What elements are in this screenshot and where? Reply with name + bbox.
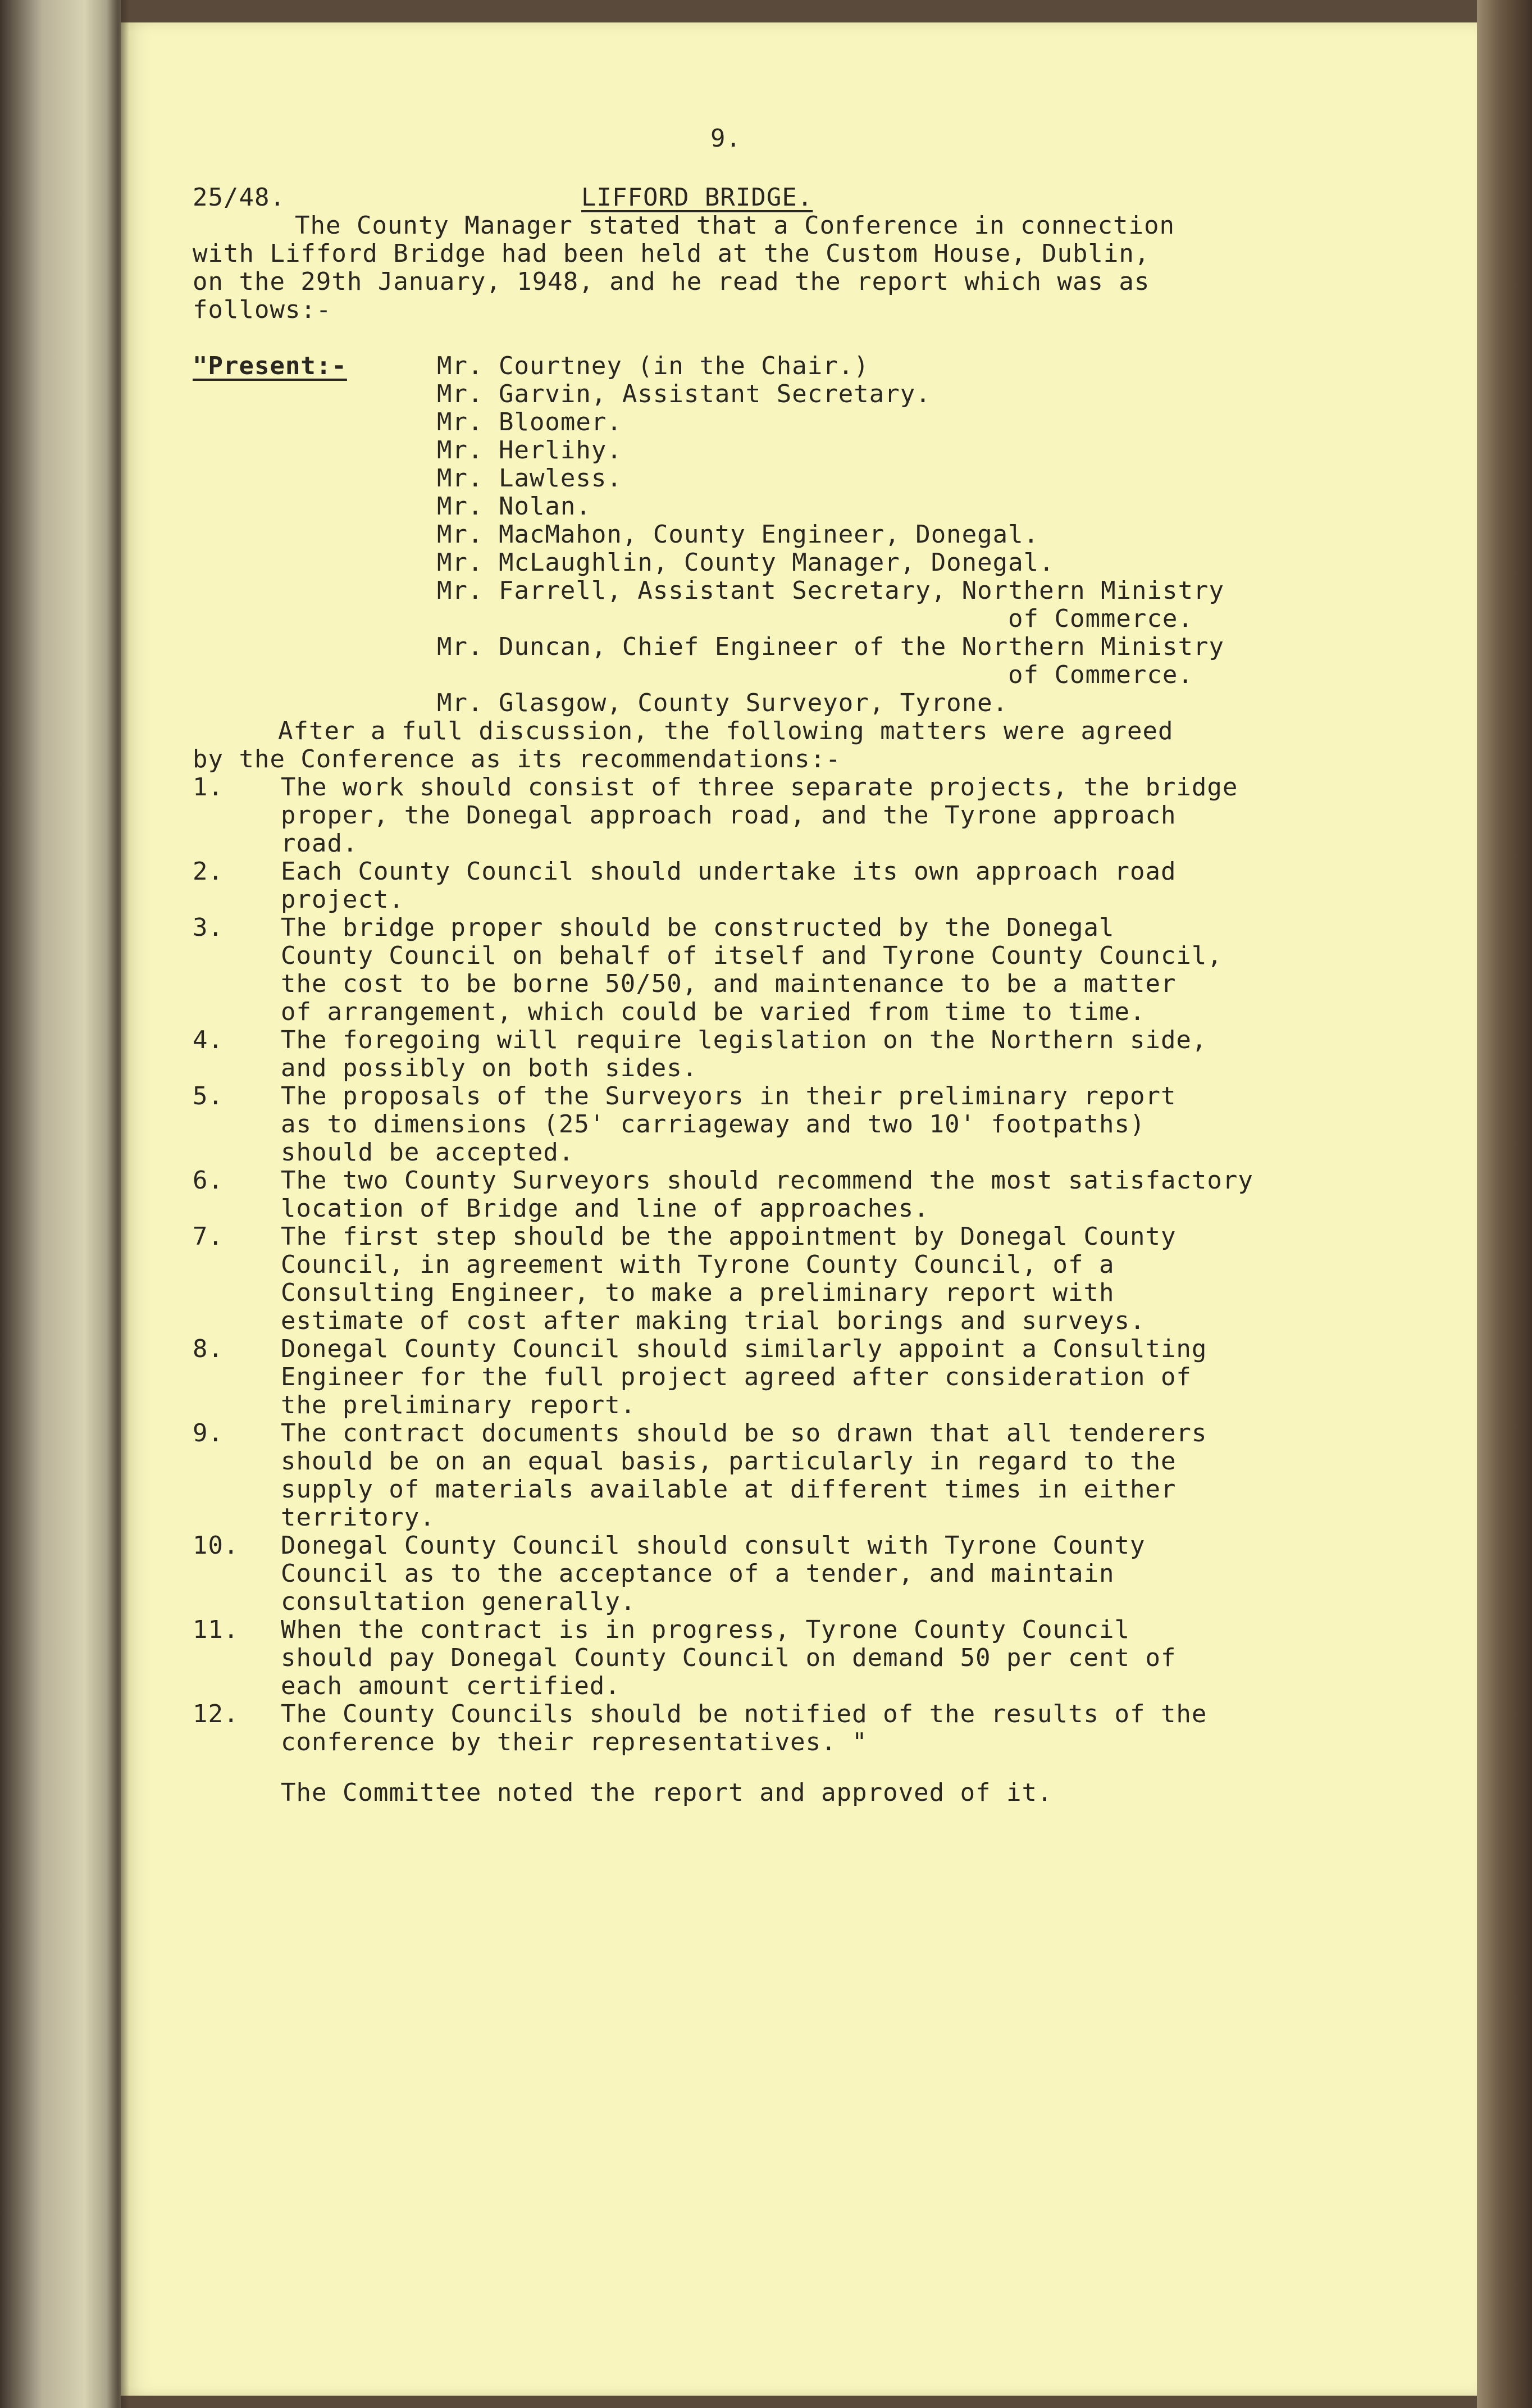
recommendation-line: The foregoing will require legislation on the Northern side, xyxy=(281,1026,1207,1054)
attendee: Mr. Glasgow, County Surveyor, Tyrone. xyxy=(437,689,1009,717)
attendee: Mr. Bloomer. xyxy=(437,408,622,436)
conclusion: The Committee noted the report and approved of it. xyxy=(281,1778,1053,1807)
attendee-continuation: of Commerce. xyxy=(1008,604,1193,633)
attendee-continuation: of Commerce. xyxy=(1008,661,1193,689)
recommendation-line: should be on an equal basis, particularly in regard to the xyxy=(281,1447,1177,1476)
recommendation-line: as to dimensions (25' carriageway and two 10' footpaths) xyxy=(281,1110,1146,1139)
recommendation-line: should pay Donegal County Council on demand 50 per cent of xyxy=(281,1644,1177,1672)
book-page-edges xyxy=(1477,0,1532,2408)
recommendation-line: Donegal County Council should consult with Tyrone County xyxy=(281,1531,1146,1560)
book-gutter-shadow xyxy=(107,0,129,2408)
attendee: Mr. MacMahon, County Engineer, Donegal. xyxy=(437,520,1039,549)
intro-line: The County Manager stated that a Conference in connection xyxy=(295,211,1175,240)
recommendation-line: Engineer for the full project agreed after consideration of xyxy=(281,1363,1192,1391)
attendee: Mr. McLaughlin, County Manager, Donegal. xyxy=(437,548,1055,577)
recommendation-line: Each County Council should undertake its own approach road xyxy=(281,857,1177,886)
discussion-line: After a full discussion, the following matters were agreed xyxy=(278,717,1174,745)
intro-line: on the 29th January, 1948, and he read the report which was as xyxy=(193,267,1150,296)
recommendation-line: of arrangement, which could be varied from time to time. xyxy=(281,998,1146,1026)
recommendation-line: When the contract is in progress, Tyrone County Council xyxy=(281,1615,1130,1644)
recommendation-line: consultation generally. xyxy=(281,1587,636,1616)
minutes-text xyxy=(121,22,1494,2396)
recommendation-line: proper, the Donegal approach road, and the Tyrone approach xyxy=(281,801,1177,830)
page-number: 9. xyxy=(710,124,741,153)
recommendation-line: should be accepted. xyxy=(281,1138,574,1167)
recommendation-line: location of Bridge and line of approaches. xyxy=(281,1194,929,1223)
recommendation-line: the cost to be borne 50/50, and maintenance to be a matter xyxy=(281,969,1177,998)
intro-line: with Lifford Bridge had been held at the Custom House, Dublin, xyxy=(193,239,1150,268)
present-label: "Present:- xyxy=(193,352,347,380)
recommendation-line: estimate of cost after making trial borings and surveys. xyxy=(281,1307,1146,1335)
recommendation-number: 4. xyxy=(193,1026,224,1054)
document-page xyxy=(121,22,1494,2396)
recommendation-line: The work should consist of three separate projects, the bridge xyxy=(281,773,1238,802)
facing-page-edge xyxy=(0,0,121,2408)
minute-heading: LIFFORD BRIDGE. xyxy=(581,183,813,212)
recommendation-line: each amount certified. xyxy=(281,1672,621,1700)
recommendation-line: conference by their representatives. " xyxy=(281,1728,868,1756)
recommendation-line: The proposals of the Surveyors in their preliminary report xyxy=(281,1082,1177,1110)
recommendation-line: the preliminary report. xyxy=(281,1391,636,1419)
attendee: Mr. Farrell, Assistant Secretary, Northern Ministry xyxy=(437,576,1225,605)
recommendation-line: Council, in agreement with Tyrone County Council, of a xyxy=(281,1250,1115,1279)
recommendation-line: The County Councils should be notified of the results of the xyxy=(281,1700,1207,1728)
recommendation-line: The bridge proper should be constructed by the Donegal xyxy=(281,913,1115,942)
recommendation-number: 9. xyxy=(193,1419,224,1447)
recommendation-number: 11. xyxy=(193,1615,239,1644)
recommendation-line: project. xyxy=(281,885,404,914)
recommendation-line: Consulting Engineer, to make a preliminary report with xyxy=(281,1278,1115,1307)
recommendation-number: 5. xyxy=(193,1082,224,1110)
recommendation-number: 8. xyxy=(193,1335,224,1363)
attendee: Mr. Duncan, Chief Engineer of the Northern Ministry xyxy=(437,632,1225,661)
attendee: Mr. Lawless. xyxy=(437,464,622,493)
recommendation-number: 6. xyxy=(193,1166,224,1195)
recommendation-number: 3. xyxy=(193,913,224,942)
recommendation-number: 2. xyxy=(193,857,224,886)
intro-line: follows:- xyxy=(193,295,332,324)
recommendation-number: 1. xyxy=(193,773,224,802)
recommendation-number: 10. xyxy=(193,1531,239,1560)
recommendation-number: 7. xyxy=(193,1222,224,1251)
attendee: Mr. Garvin, Assistant Secretary. xyxy=(437,380,931,408)
attendee: Mr. Herlihy. xyxy=(437,436,622,465)
recommendation-line: The two County Surveyors should recommend the most satisfactory xyxy=(281,1166,1253,1195)
minute-reference: 25/48. xyxy=(193,183,285,212)
attendee: Mr. Courtney (in the Chair.) xyxy=(437,352,869,380)
recommendation-line: County Council on behalf of itself and Tyrone County Council, xyxy=(281,941,1223,970)
recommendation-line: and possibly on both sides. xyxy=(281,1054,698,1082)
recommendation-line: road. xyxy=(281,829,358,858)
attendee: Mr. Nolan. xyxy=(437,492,591,521)
recommendation-number: 12. xyxy=(193,1700,239,1728)
recommendation-line: The first step should be the appointment by Donegal County xyxy=(281,1222,1177,1251)
recommendation-line: Donegal County Council should similarly appoint a Consulting xyxy=(281,1335,1207,1363)
recommendation-line: territory. xyxy=(281,1503,435,1532)
recommendation-line: Council as to the acceptance of a tender, and maintain xyxy=(281,1559,1115,1588)
recommendation-line: supply of materials available at different times in either xyxy=(281,1475,1177,1504)
discussion-line: by the Conference as its recommendations:- xyxy=(193,745,841,773)
recommendation-line: The contract documents should be so drawn that all tenderers xyxy=(281,1419,1207,1447)
